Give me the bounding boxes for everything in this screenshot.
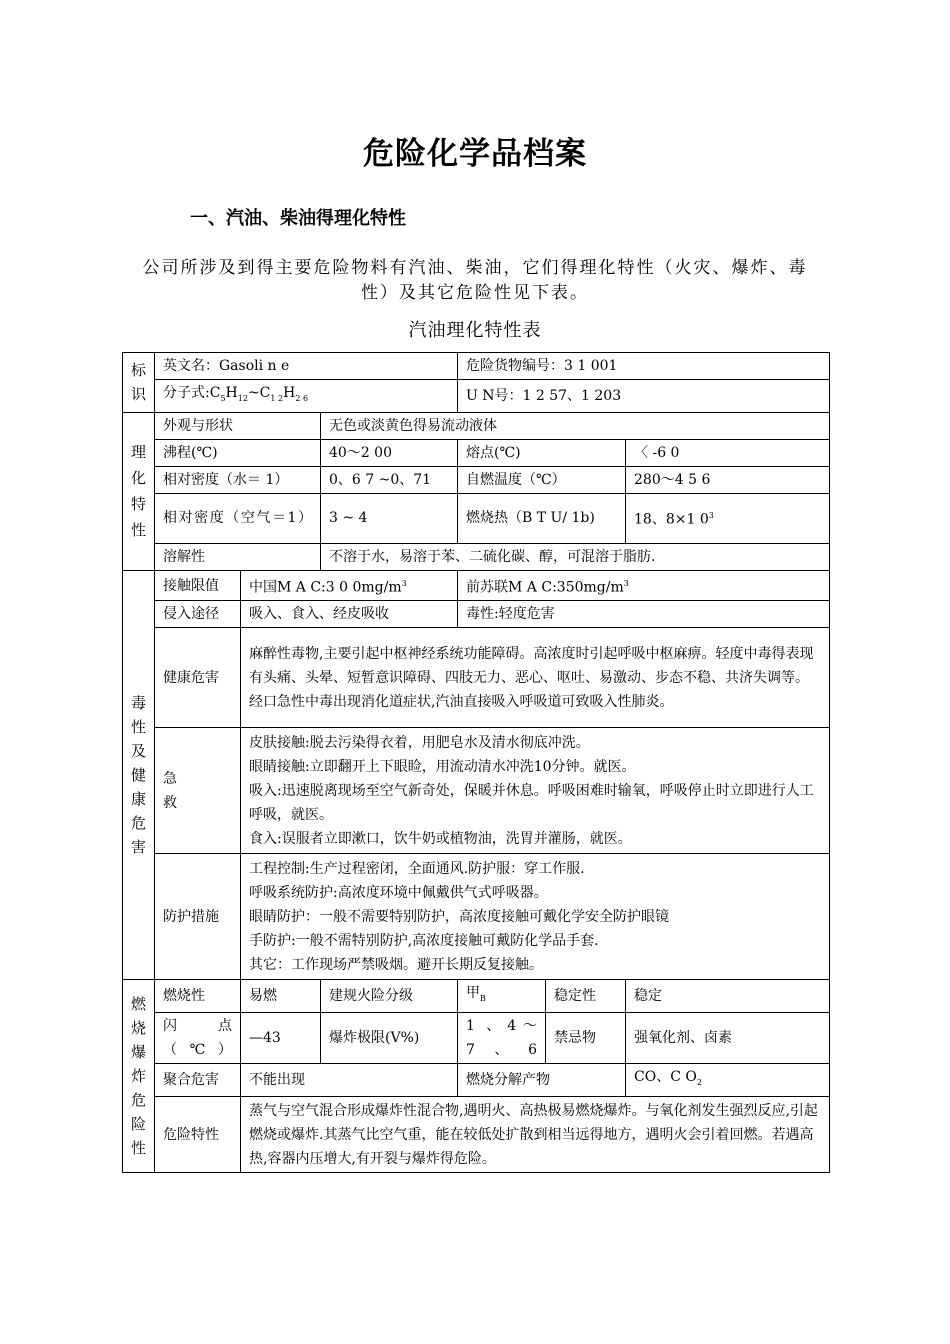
polymerization-label: 聚合危害 xyxy=(155,1064,241,1097)
fire-class-sub: B xyxy=(480,994,486,1004)
exposure-china-text: 中国M A C:3 0 0mg/m xyxy=(249,579,402,596)
decomposition-value xyxy=(626,1064,830,1097)
health-hazard-label: 健康危害 xyxy=(155,628,241,728)
protection-line: 其它：工作现场严禁吸烟。避开长期反复接触。 xyxy=(249,956,543,973)
category-physchem xyxy=(123,412,155,570)
autoignition-value: 280～4 5 6 xyxy=(626,466,830,493)
incompatible-value: 强氧化剂、卤素 xyxy=(626,1013,830,1064)
molecular-formula xyxy=(155,380,458,413)
flammability-value: 易燃 xyxy=(241,980,321,1013)
first-aid-line: 食入:误服者立即漱口，饮牛奶或植物油，洗胃并灌肠，就医。 xyxy=(249,830,632,847)
gasoline-properties-table xyxy=(122,352,830,1173)
exposure-ussr-text: 前苏联M A C:350mg/m xyxy=(466,579,624,596)
boiling-label: 沸程(℃) xyxy=(155,439,321,466)
melting-value: 〈 -6 0 xyxy=(626,439,830,466)
english-name: 英文名：Gasoli n e xyxy=(155,353,458,380)
combustion-heat-number: 18、8×1 0 xyxy=(634,512,709,529)
density-air-value: 3 ~ 4 xyxy=(321,493,458,543)
formula-h: H xyxy=(283,385,296,401)
hazard-property-label: 危险特性 xyxy=(155,1097,241,1173)
fire-class-value xyxy=(458,980,546,1013)
first-aid-line: 皮肤接触:脱去污染得衣着，用肥皂水及清水彻底冲洗。 xyxy=(249,734,590,751)
explosion-limit-value: 1 、4～7、6 xyxy=(458,1013,546,1064)
fire-class-text: 甲 xyxy=(466,985,481,1002)
category-label: 标识 xyxy=(130,361,146,404)
appearance-label: 外观与形状 xyxy=(155,412,321,439)
section-heading: 一、汽油、柴油得理化特性 xyxy=(190,208,406,229)
flash-point-label: 闪 点（℃） xyxy=(155,1013,241,1064)
hazard-property-value: 蒸气与空气混合形成爆炸性混合物,遇明火、高热极易燃烧爆炸。与氧化剂发生强烈反应,引起燃烧或爆炸.其蒸气比空气重，能在较低处扩散到相当远得地方，遇明火会引着回燃。若遇高热,容器内压增大,有开裂与爆炸得危险。 xyxy=(241,1097,830,1173)
boiling-value: 40～2 00 xyxy=(321,439,458,466)
page-title: 危险化学品档案 xyxy=(363,136,587,172)
decomposition-sub: 2 xyxy=(696,1078,702,1088)
formula-sub: 1 2 xyxy=(270,393,284,403)
solubility-label: 溶解性 xyxy=(155,543,321,570)
flash-point-value: —43 xyxy=(241,1013,321,1064)
first-aid-value xyxy=(241,728,830,854)
category-fire-explosion xyxy=(123,980,155,1173)
first-aid-label-char: 急 xyxy=(163,770,177,787)
stability-value: 稳定 xyxy=(626,980,830,1013)
fire-class-label: 建规火险分级 xyxy=(321,980,458,1013)
protection-line: 呼吸系统防护:高浓度环境中佩戴供气式呼吸器。 xyxy=(249,884,548,901)
polymerization-value: 不能出现 xyxy=(241,1064,458,1097)
protection-line: 手防护:一般不需特别防护,高浓度接触可戴防化学品手套. xyxy=(249,932,599,949)
un-number: U N号：1 2 57、1 203 xyxy=(458,380,830,413)
first-aid-line: 吸入:迅速脱离现场至空气新奇处，保暖并休息。呼吸困难时输氧，呼吸停止时立即进行人工呼吸，就医。 xyxy=(249,782,814,823)
protection-label: 防护措施 xyxy=(155,854,241,980)
combustion-heat-label: 燃烧热（B T U/ 1b) xyxy=(458,493,626,543)
protection-value xyxy=(241,854,830,980)
appearance-value: 无色或淡黄色得易流动液体 xyxy=(321,412,830,439)
stability-label: 稳定性 xyxy=(546,980,626,1013)
health-hazard-value: 麻醉性毒物,主要引起中枢神经系统功能障碍。高浓度时引起呼吸中枢麻痹。轻度中毒得表现有头痛、头晕、短暂意识障碍、四肢无力、恶心、呕吐、易激动、步态不稳、共济失调等。经口急性中毒出现消化道症状,汽油直接吸入呼吸道可致吸入性肺炎。 xyxy=(241,628,830,728)
formula-sub: 12 xyxy=(237,393,248,403)
combustion-heat-exponent: 3 xyxy=(708,511,714,521)
density-air-label: 相对密度（空气＝1） xyxy=(155,493,321,543)
formula-h: H xyxy=(225,385,238,401)
flammability-label: 燃烧性 xyxy=(155,980,241,1013)
category-identification xyxy=(123,353,155,413)
intro-paragraph: 公司所涉及到得主要危险物料有汽油、柴油，它们得理化特性（火灾、爆炸、毒性）及其它危险性见下表。 xyxy=(142,258,808,303)
decomposition-text: CO、C O xyxy=(634,1069,697,1086)
solubility-value: 不溶于水，易溶于苯、二硫化碳、醇，可混溶于脂肪. xyxy=(321,543,830,570)
first-aid-label xyxy=(155,728,241,854)
category-label: 理化特性 xyxy=(130,443,146,540)
decomposition-label: 燃烧分解产物 xyxy=(458,1064,626,1097)
first-aid-line: 眼睛接触:立即翻开上下眼睑，用流动清水冲洗10分钟。就医。 xyxy=(249,758,636,775)
density-water-label: 相对密度（水＝ 1） xyxy=(155,466,321,493)
formula-prefix: 分子式:C xyxy=(163,385,221,401)
explosion-limit-label: 爆炸极限(V%) xyxy=(321,1013,458,1064)
category-label: 燃烧爆炸危险性 xyxy=(130,995,146,1158)
first-aid-label-char: 救 xyxy=(163,794,177,811)
autoignition-label: 自燃温度（℃） xyxy=(458,466,626,493)
melting-label: 熔点(℃) xyxy=(458,439,626,466)
exposure-china xyxy=(241,570,458,601)
formula-mid: ~C xyxy=(247,385,271,401)
incompatible-label: 禁忌物 xyxy=(546,1013,626,1064)
table-caption: 汽油理化特性表 xyxy=(408,320,542,341)
route-value: 吸入、食入、经皮吸收 xyxy=(241,601,458,628)
density-water-value: 0、6 7 ~0、71 xyxy=(321,466,458,493)
combustion-heat-value xyxy=(626,493,830,543)
protection-line: 眼睛防护：一般不需要特别防护，高浓度接触可戴化学安全防护眼镜 xyxy=(249,908,669,925)
category-toxicity xyxy=(123,570,155,980)
route-label: 侵入途径 xyxy=(155,601,241,628)
formula-sub: 2 6 xyxy=(295,393,309,403)
toxicity-value: 毒性:轻度危害 xyxy=(458,601,830,628)
category-label: 毒性及健康危害 xyxy=(130,694,146,857)
protection-line: 工程控制:生产过程密闭，全面通风.防护服：穿工作服. xyxy=(249,860,585,877)
hazard-goods-number: 危险货物编号：3 1 001 xyxy=(458,353,830,380)
exposure-label: 接触限值 xyxy=(155,570,241,601)
unit-exponent: 3 xyxy=(401,578,407,588)
exposure-ussr xyxy=(458,570,830,601)
formula-sub: 5 xyxy=(220,393,226,403)
unit-exponent: 3 xyxy=(623,578,629,588)
